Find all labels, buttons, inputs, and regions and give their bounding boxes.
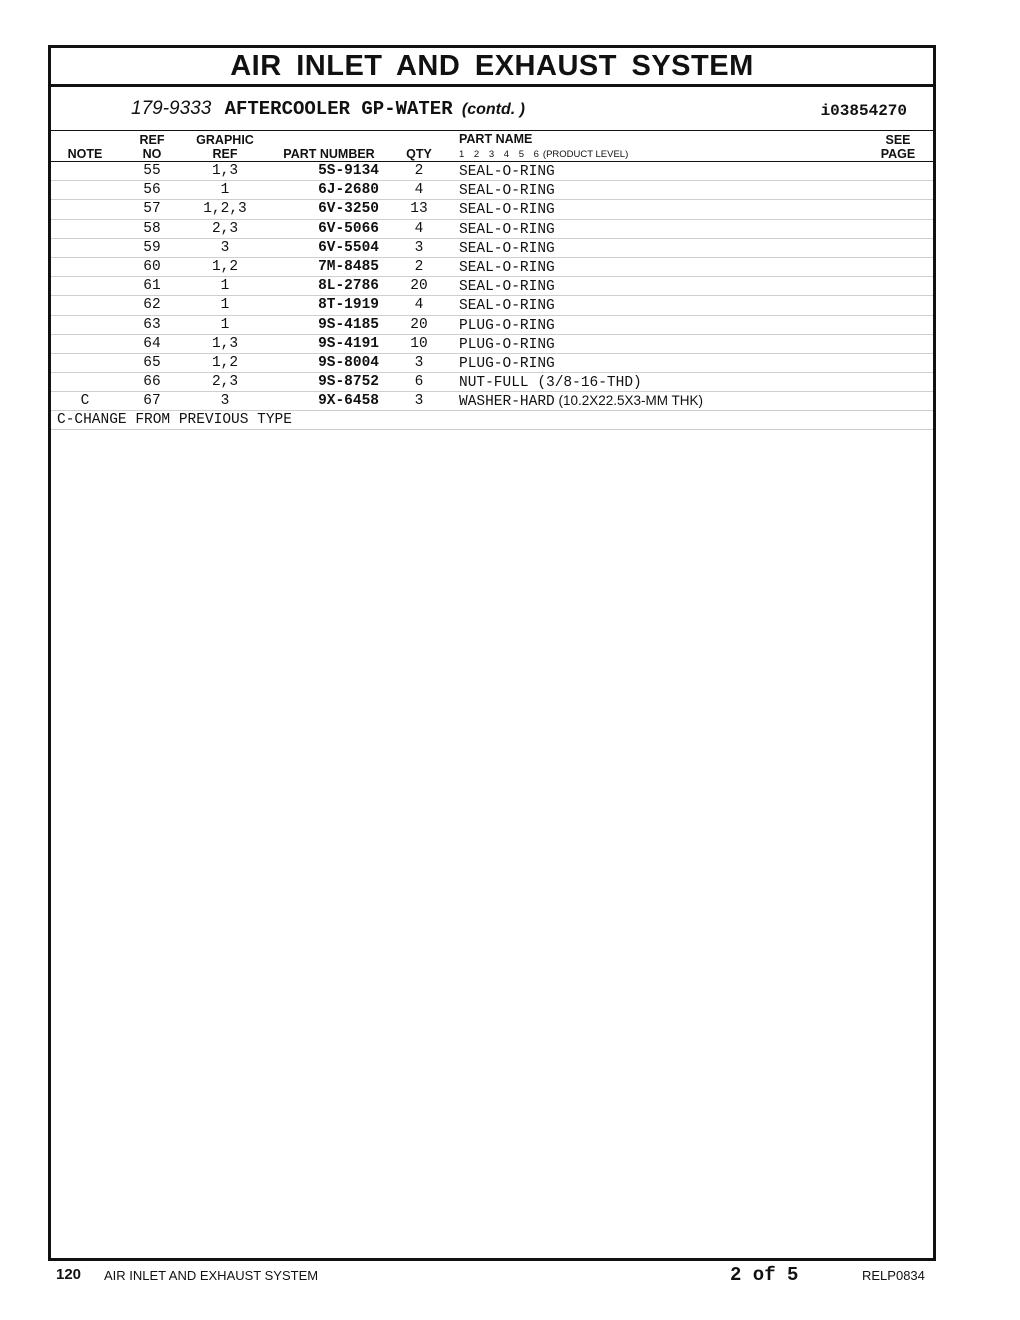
row-part-name	[459, 181, 555, 200]
row-graphic-ref: 2,3	[211, 220, 239, 237]
table-row	[51, 296, 933, 315]
row-part-number: 9X-6458	[318, 393, 379, 410]
row-part-name	[459, 200, 555, 219]
row-qty: 20	[410, 316, 428, 333]
group-name: AFTERCOOLER GP-WATER	[224, 98, 453, 120]
row-part-number: 6V-5066	[318, 220, 379, 237]
table-row	[51, 316, 933, 335]
row-part-name	[459, 296, 555, 315]
row-part-name-main: SEAL-O-RING	[459, 279, 555, 296]
col-graphic-bottom: REF	[212, 147, 238, 161]
row-ref-no: 55	[143, 163, 161, 179]
row-qty: 4	[414, 220, 424, 237]
row-ref-no: 63	[143, 316, 161, 333]
row-part-name-main: PLUG-O-RING	[459, 336, 555, 353]
row-qty: 13	[410, 201, 428, 218]
row-ref-no: 65	[143, 354, 161, 371]
row-part-name	[459, 316, 555, 335]
table-row	[51, 162, 933, 181]
row-ref-no: 60	[143, 258, 161, 275]
row-graphic-ref: 1	[220, 182, 230, 199]
row-ref-no: 57	[143, 201, 161, 218]
level-numbers: 1 2 3 4 5 6	[459, 149, 539, 160]
row-graphic-ref: 1,3	[211, 335, 239, 352]
table-row	[51, 181, 933, 200]
row-part-number: 6J-2680	[318, 182, 379, 199]
row-ref-no: 62	[143, 297, 161, 314]
row-qty: 3	[414, 354, 424, 371]
product-levels	[459, 149, 628, 160]
row-part-number: 9S-8752	[318, 374, 379, 391]
row-part-name	[459, 277, 555, 296]
column-headers	[51, 131, 933, 162]
row-graphic-ref: 1	[220, 316, 230, 333]
row-part-number: 5S-9134	[318, 163, 379, 179]
col-ref-bottom: NO	[142, 147, 162, 161]
row-ref-no: 59	[143, 239, 161, 256]
table-row	[51, 335, 933, 354]
row-part-name	[459, 220, 555, 239]
group-header	[51, 87, 933, 131]
table-row	[51, 277, 933, 296]
row-ref-no: 64	[143, 335, 161, 352]
col-ref-top: REF	[139, 133, 165, 147]
row-ref-no: 56	[143, 182, 161, 199]
col-part-number: PART NUMBER	[283, 147, 375, 161]
row-part-name-main: PLUG-O-RING	[459, 355, 555, 372]
table-row	[51, 373, 933, 392]
row-part-name	[459, 392, 703, 411]
row-qty: 10	[410, 335, 428, 352]
row-graphic-ref: 1	[220, 297, 230, 314]
row-graphic-ref: 1	[220, 278, 230, 295]
col-qty: QTY	[406, 147, 432, 161]
col-part-name: PART NAME	[459, 132, 533, 146]
footer-doc-id: RELP0834	[862, 1268, 925, 1283]
col-see-bottom: PAGE	[880, 147, 916, 161]
col-see-top: SEE	[885, 133, 911, 147]
row-graphic-ref: 1,2	[211, 354, 239, 371]
row-graphic-ref: 1,2	[211, 258, 239, 275]
row-part-name	[459, 239, 555, 258]
col-note: NOTE	[67, 147, 103, 161]
row-ref-no: 58	[143, 220, 161, 237]
row-part-name-main: SEAL-O-RING	[459, 202, 555, 219]
row-part-name-spec: (10.2X22.5X3-MM THK)	[554, 393, 704, 409]
row-part-name-main: WASHER-HARD	[459, 394, 555, 411]
row-qty: 3	[414, 239, 424, 256]
row-part-name-main: SEAL-O-RING	[459, 183, 555, 200]
row-part-name	[459, 258, 555, 277]
table-row	[51, 392, 933, 411]
footer-section: AIR INLET AND EXHAUST SYSTEM	[104, 1268, 319, 1283]
footer-page-number: 120	[56, 1266, 82, 1283]
group-title	[131, 98, 525, 120]
row-graphic-ref: 2,3	[211, 374, 239, 391]
row-qty: 3	[414, 393, 424, 410]
table-row	[51, 220, 933, 239]
row-graphic-ref: 3	[220, 393, 230, 410]
row-part-number: 8T-1919	[318, 297, 379, 314]
col-graphic-top: GRAPHIC	[196, 133, 254, 147]
table-row	[51, 354, 933, 373]
row-part-name-main: SEAL-O-RING	[459, 221, 555, 238]
row-qty: 2	[414, 258, 424, 275]
row-part-name	[459, 354, 555, 373]
row-qty: 2	[414, 163, 424, 179]
row-part-number: 6V-3250	[318, 201, 379, 218]
row-graphic-ref: 1,3	[211, 163, 239, 179]
row-part-name-main: SEAL-O-RING	[459, 259, 555, 276]
row-part-number: 9S-8004	[318, 354, 379, 371]
row-qty: 4	[414, 297, 424, 314]
table-row	[51, 258, 933, 277]
row-part-number: 7M-8485	[318, 258, 379, 275]
row-note: C	[80, 393, 90, 410]
row-qty: 6	[414, 374, 424, 391]
row-part-number: 9S-4185	[318, 316, 379, 333]
row-part-name-main: SEAL-O-RING	[459, 298, 555, 315]
row-graphic-ref: 1,2,3	[203, 201, 247, 218]
row-ref-no: 66	[143, 374, 161, 391]
row-qty: 20	[410, 278, 428, 295]
row-part-number: 6V-5504	[318, 239, 379, 256]
row-part-name	[459, 335, 555, 354]
footer-page-of: 2 of 5	[730, 1264, 799, 1286]
row-part-number: 8L-2786	[318, 278, 379, 295]
row-part-name-main: PLUG-O-RING	[459, 317, 555, 334]
table-row	[51, 239, 933, 258]
group-number: 179-9333	[131, 98, 212, 119]
page-footer	[0, 1262, 1020, 1292]
product-level-label: (PRODUCT LEVEL)	[542, 149, 629, 160]
table-row	[51, 200, 933, 219]
change-footnote: C-CHANGE FROM PREVIOUS TYPE	[51, 411, 933, 430]
row-part-name	[459, 373, 642, 392]
row-ref-no: 67	[143, 393, 161, 410]
row-ref-no: 61	[143, 278, 161, 295]
parts-table	[51, 162, 933, 430]
row-graphic-ref: 3	[220, 239, 230, 256]
illustration-ident: i03854270	[820, 102, 907, 120]
parts-list-frame	[48, 45, 936, 1261]
row-part-name-main: SEAL-O-RING	[459, 240, 555, 257]
row-part-number: 9S-4191	[318, 335, 379, 352]
row-part-name-main: SEAL-O-RING	[459, 164, 555, 180]
page-title: AIR INLET AND EXHAUST SYSTEM	[51, 48, 933, 87]
row-qty: 4	[414, 182, 424, 199]
row-part-name-main: NUT-FULL (3/8-16-THD)	[459, 375, 642, 392]
group-contd: (contd. )	[461, 101, 525, 118]
row-part-name	[459, 162, 555, 181]
